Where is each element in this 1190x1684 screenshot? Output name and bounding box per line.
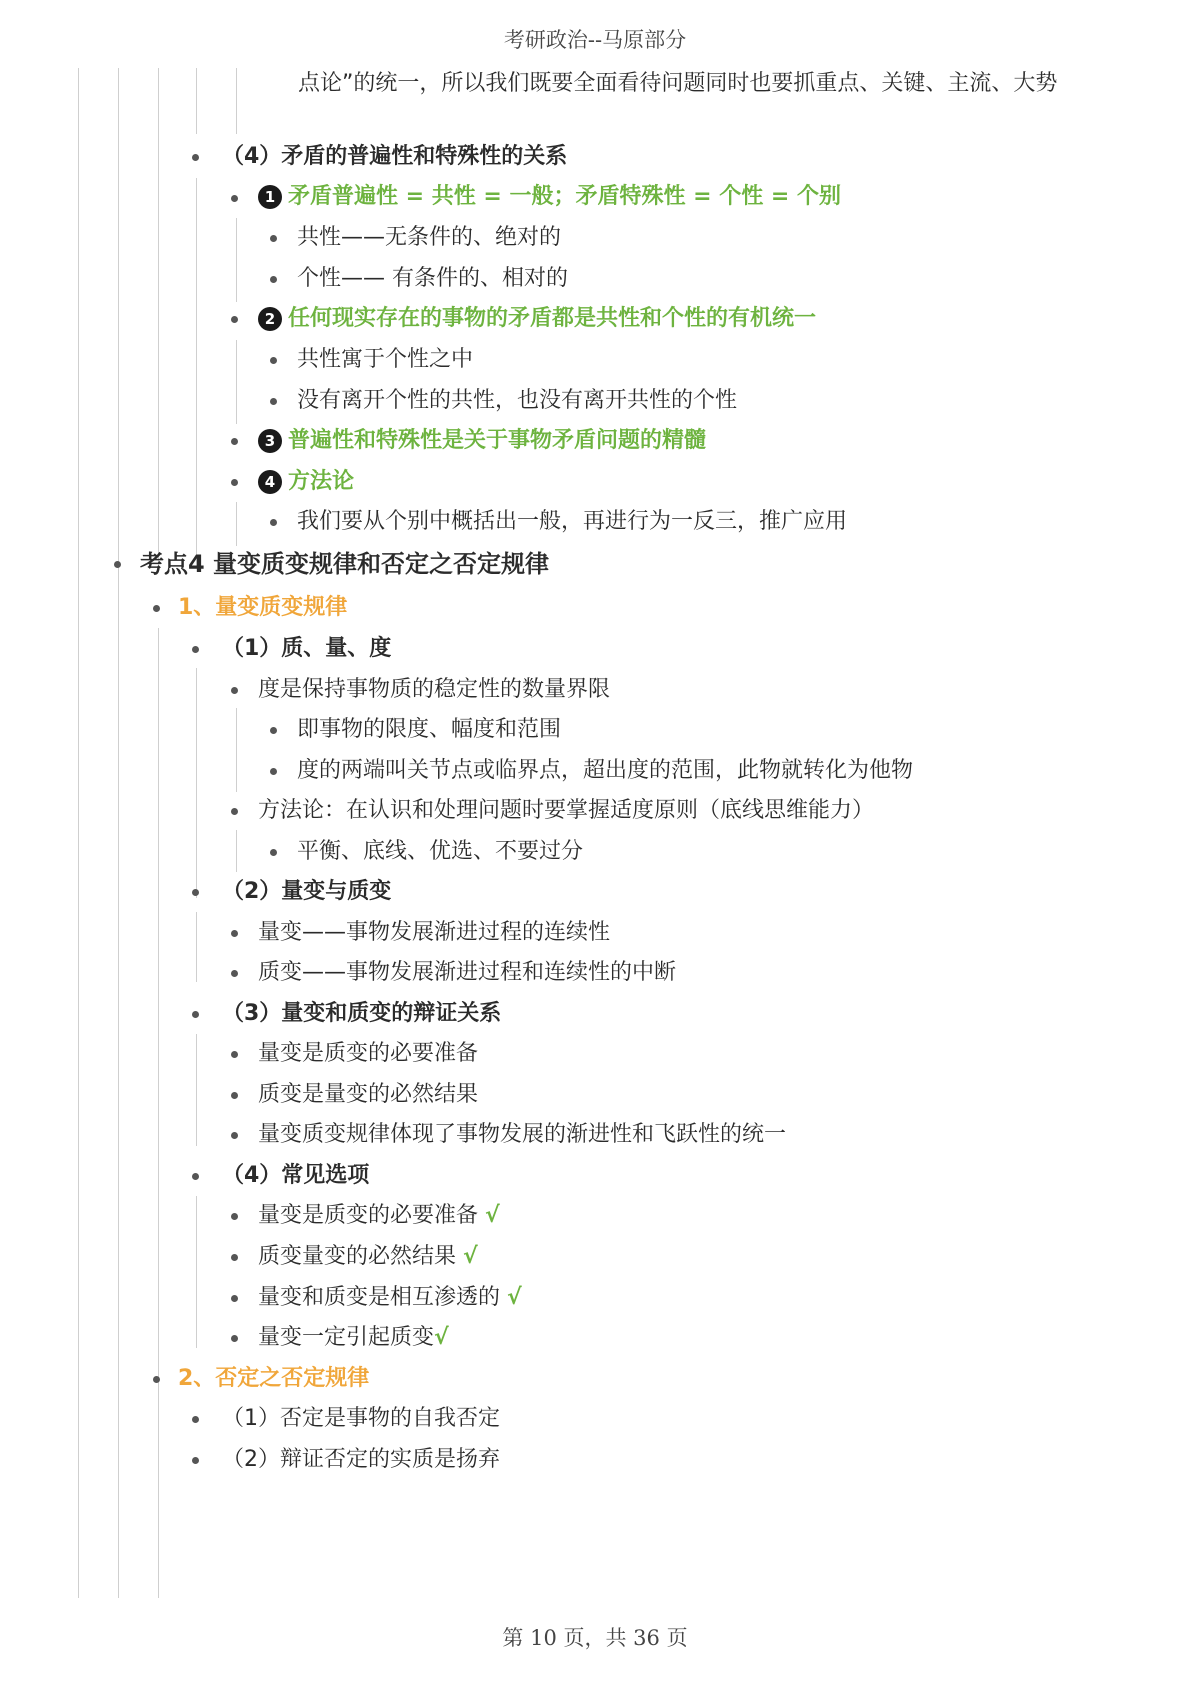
list-bullet (231, 1051, 238, 1058)
topic-title: 考点4 量变质变规律和否定之否定规律 (140, 550, 550, 578)
list-bullet (231, 930, 238, 937)
guide-line-level3 (158, 628, 159, 1598)
list-item: 没有离开个性的共性，也没有离开共性的个性 (297, 388, 738, 413)
list-bullet (231, 1213, 238, 1220)
list-bullet (192, 646, 199, 653)
section-heading: （4）矛盾的普遍性和特殊性的关系 (222, 144, 568, 169)
page-footer: 第 10 页，共 36 页 (502, 1626, 688, 1650)
page-header: 考研政治--马原部分 (503, 28, 687, 52)
option-item (258, 1201, 500, 1231)
number-badge: 1 (258, 185, 282, 209)
list-bullet (192, 1011, 199, 1018)
section-heading: （4）常见选项 (222, 1163, 370, 1188)
guide-line-level5 (236, 218, 237, 302)
list-item: 量变是质变的必要准备 (258, 1041, 479, 1066)
section-heading: （2）量变与质变 (222, 879, 392, 904)
guide-line-level4 (196, 68, 197, 134)
list-bullet (153, 605, 160, 612)
list-bullet (192, 889, 199, 896)
list-bullet (270, 519, 277, 526)
list-item: 量变——事物发展渐进过程的连续性 (258, 920, 611, 945)
number-badge: 3 (258, 429, 282, 453)
guide-line-level5 (236, 830, 237, 872)
list-bullet (270, 357, 277, 364)
check-icon: √ (507, 1285, 522, 1310)
list-bullet (270, 849, 277, 856)
list-bullet (231, 438, 238, 445)
guide-line-level4 (196, 1034, 197, 1146)
list-bullet (231, 316, 238, 323)
list-bullet (231, 195, 238, 202)
list-item: （1）否定是事物的自我否定 (222, 1406, 500, 1431)
guide-line-level5 (236, 502, 237, 546)
list-item: （2）辩证否定的实质是扬弃 (222, 1447, 500, 1472)
key-point-2 (258, 304, 816, 334)
list-bullet (231, 1295, 238, 1302)
check-icon: √ (485, 1203, 500, 1228)
list-bullet (270, 235, 277, 242)
list-item: 我们要从个别中概括出一般，再进行为一反三，推广应用 (297, 509, 848, 534)
number-badge: 4 (258, 470, 282, 494)
option-item (258, 1323, 449, 1353)
list-bullet (270, 768, 277, 775)
option-text: 量变和质变是相互渗透的 (258, 1285, 501, 1310)
list-bullet (231, 1132, 238, 1139)
list-bullet (114, 561, 121, 568)
number-badge: 2 (258, 307, 282, 331)
list-bullet (231, 479, 238, 486)
list-bullet (231, 1092, 238, 1099)
list-item: 质变——事物发展渐进过程和连续性的中断 (258, 960, 677, 985)
guide-line-level4 (196, 1196, 197, 1348)
list-item: 度的两端叫关节点或临界点，超出度的范围，此物就转化为他物 (297, 758, 914, 783)
list-item: 质变是量变的必然结果 (258, 1082, 479, 1107)
option-text: 质变量变的必然结果 (258, 1244, 457, 1269)
option-text: 量变是质变的必要准备 (258, 1203, 479, 1228)
list-item: 量变质变规律体现了事物发展的渐进性和飞跃性的统一 (258, 1122, 787, 1147)
list-bullet (231, 687, 238, 694)
list-bullet (270, 398, 277, 405)
list-item: 方法论：在认识和处理问题时要掌握适度原则（底线思维能力） (258, 798, 875, 823)
list-bullet (231, 808, 238, 815)
key-point-1 (258, 182, 841, 212)
key-point-text: 方法论 (288, 469, 355, 494)
guide-line-level1 (78, 68, 79, 1598)
law-title: 1、量变质变规律 (178, 595, 348, 620)
section-heading: （3）量变和质变的辩证关系 (222, 1001, 502, 1026)
guide-line-level5 (236, 708, 237, 792)
guide-line-level5 (236, 340, 237, 424)
list-item: 共性——无条件的、绝对的 (297, 225, 562, 250)
law-title: 2、否定之否定规律 (178, 1366, 370, 1391)
key-point-text: 普遍性和特殊性是关于事物矛盾问题的精髓 (288, 428, 707, 453)
list-bullet (231, 1254, 238, 1261)
list-bullet (231, 1335, 238, 1342)
list-item: 个性—— 有条件的、相对的 (297, 266, 568, 291)
guide-line-level4 (196, 668, 197, 898)
guide-line-level3 (158, 68, 159, 568)
guide-line-level4 (196, 178, 197, 568)
option-item (258, 1242, 478, 1272)
section-heading: （1）质、量、度 (222, 636, 392, 661)
list-bullet (192, 1173, 199, 1180)
list-item: 度是保持事物质的稳定性的数量界限 (258, 677, 611, 702)
key-point-3 (258, 426, 706, 456)
option-item (258, 1283, 522, 1313)
list-item: 即事物的限度、幅度和范围 (297, 717, 562, 742)
guide-line-level5 (236, 68, 237, 134)
list-item: 共性寓于个性之中 (297, 347, 474, 372)
guide-line-level2 (118, 68, 119, 1598)
list-bullet (192, 1457, 199, 1464)
guide-line-level4 (196, 912, 197, 982)
list-bullet (192, 154, 199, 161)
check-icon: √ (434, 1325, 449, 1350)
list-bullet (153, 1376, 160, 1383)
check-icon: √ (463, 1244, 478, 1269)
option-text: 量变一定引起质变 (258, 1325, 435, 1350)
key-point-text: 矛盾普遍性 = 共性 = 一般；矛盾特殊性 = 个性 = 个别 (288, 184, 842, 209)
key-point-4 (258, 467, 354, 497)
list-bullet (270, 727, 277, 734)
list-bullet (192, 1416, 199, 1423)
key-point-text: 任何现实存在的事物的矛盾都是共性和个性的有机统一 (288, 306, 817, 331)
list-bullet (270, 276, 277, 283)
continued-text: 点论”的统一，所以我们既要全面看待问题同时也要抓重点、关键、主流、大势 (298, 71, 1058, 96)
list-item: 平衡、底线、优选、不要过分 (297, 839, 584, 864)
list-bullet (231, 970, 238, 977)
